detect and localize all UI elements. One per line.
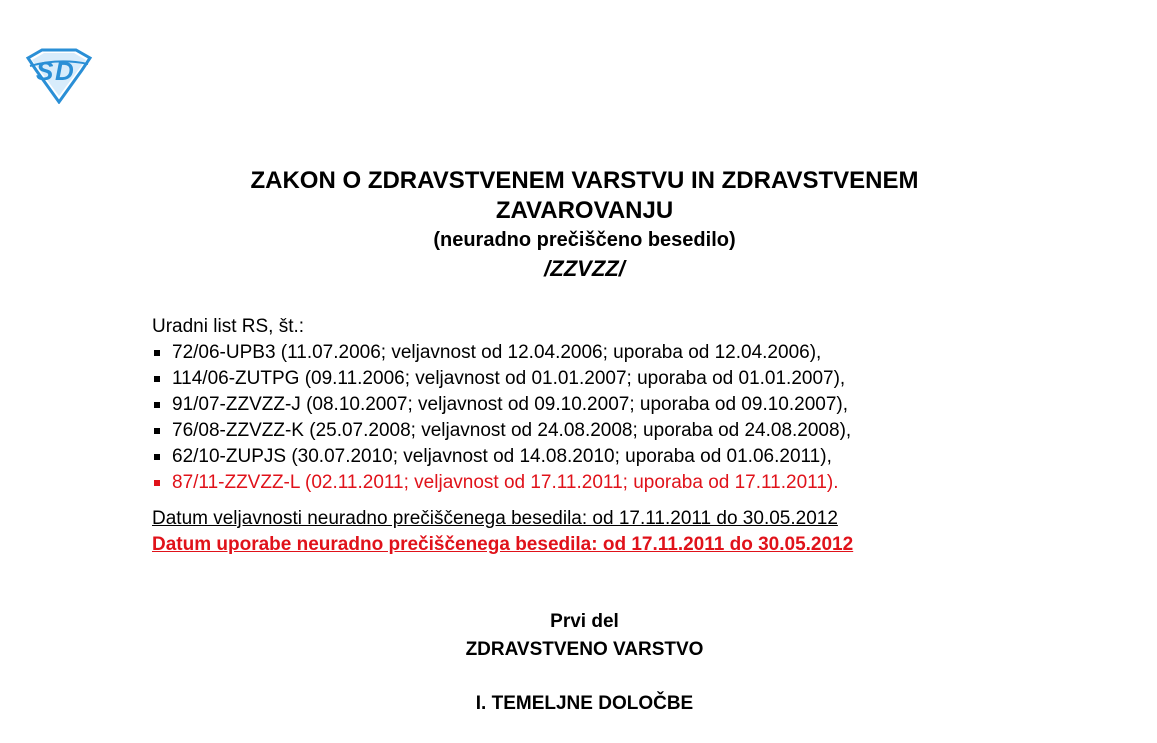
law-title-line2: ZAVAROVANJU <box>495 197 674 224</box>
law-title-line1: ZAKON O ZDRAVSTVENEM VARSTVU IN ZDRAVSTVENEM <box>250 167 919 194</box>
consolidation-dates <box>152 506 853 558</box>
publisher-logo <box>22 48 96 104</box>
gazette-references <box>152 314 851 496</box>
bullet-icon <box>154 402 160 408</box>
application-date: Datum uporabe neuradno prečiščenega besedila: od 17.11.2011 do 30.05.2012 <box>152 534 854 555</box>
document-header <box>0 166 1157 284</box>
gazette-item: 72/06-UPB3 (11.07.2006; veljavnost od 12.04.2006; uporaba od 12.04.2006), <box>152 340 851 366</box>
svg-text:D: D <box>55 56 74 86</box>
part-title: ZDRAVSTVENO VARSTVO <box>465 639 704 660</box>
law-abbreviation: /ZZVZZ/ <box>544 256 625 281</box>
part-number: Prvi del <box>550 611 619 632</box>
svg-text:S: S <box>36 56 54 86</box>
bullet-icon <box>154 428 160 434</box>
sd-logo-icon <box>22 48 96 104</box>
validity-date: Datum veljavnosti neuradno prečiščenega besedila: od 17.11.2011 do 30.05.2012 <box>152 508 838 529</box>
gazette-item: 62/10-ZUPJS (30.07.2010; veljavnost od 14.08.2010; uporaba od 01.06.2011), <box>152 444 851 470</box>
part-heading <box>0 608 1157 718</box>
gazette-item: 114/06-ZUTPG (09.11.2006; veljavnost od 01.01.2007; uporaba od 01.01.2007), <box>152 366 851 392</box>
bullet-icon <box>154 454 160 460</box>
gazette-label: Uradni list RS, št.: <box>152 316 305 337</box>
bullet-icon <box>154 350 160 356</box>
law-subtitle: (neuradno prečiščeno besedilo) <box>433 229 736 251</box>
bullet-icon <box>154 376 160 382</box>
gazette-item: 76/08-ZZVZZ-K (25.07.2008; veljavnost od 24.08.2008; uporaba od 24.08.2008), <box>152 418 851 444</box>
chapter-title: I. TEMELJNE DOLOČBE <box>475 693 694 714</box>
gazette-item-latest: 87/11-ZZVZZ-L (02.11.2011; veljavnost od 17.11.2011; uporaba od 17.11.2011). <box>152 470 851 496</box>
gazette-item: 91/07-ZZVZZ-J (08.10.2007; veljavnost od 09.10.2007; uporaba od 09.10.2007), <box>152 392 851 418</box>
bullet-icon <box>154 480 160 486</box>
gazette-list <box>152 340 851 496</box>
